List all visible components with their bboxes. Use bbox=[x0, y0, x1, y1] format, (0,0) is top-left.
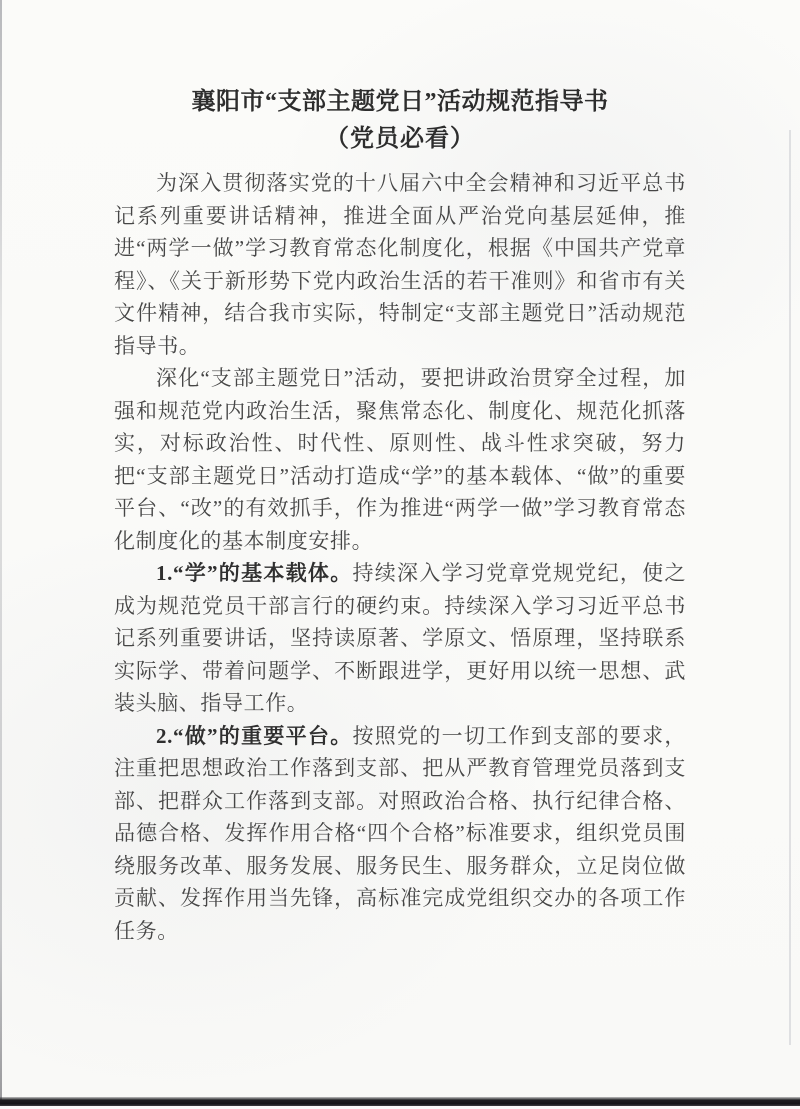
document-content bbox=[114, 84, 686, 947]
document-subtitle: （党员必看） bbox=[325, 126, 475, 152]
paragraph-item-1 bbox=[114, 557, 686, 720]
paragraph-item-1-text: 持续深入学习党章党规党纪，使之成为规范党员干部言行的硬约束。持续深入学习习近平总书记系列重要讲话，坚持读原著、学原文、悟原理，坚持联系实际学、带着问题学、不断跟进学，更好用以统一思想、武装头脑、指导工作。 bbox=[114, 561, 687, 715]
scan-edge-bottom bbox=[0, 1097, 800, 1106]
paragraph-overview bbox=[114, 362, 686, 557]
paragraph-item-2-lead: 2.“做”的重要平台。 bbox=[156, 723, 353, 748]
scan-edge-right bbox=[789, 130, 791, 1045]
document-body bbox=[114, 167, 686, 947]
paragraph-intro bbox=[114, 167, 686, 362]
paragraph-intro-text: 为深入贯彻落实党的十八届六中全会精神和习近平总书记系列重要讲话精神，推进全面从严治党向基层延伸，推进“两学一做”学习教育常态化制度化，根据《中国共产党章程》、《关于新形势下党内政治生活的若干准则》和省市有关文件精神，结合我市实际，特制定“支部主题党日”活动规范指导书。 bbox=[114, 171, 686, 358]
document-title: 襄阳市“支部主题党日”活动规范指导书 bbox=[191, 89, 609, 115]
paragraph-overview-text: 深化“支部主题党日”活动，要把讲政治贯穿全过程，加强和规范党内政治生活，聚焦常态化、制度化、规范化抓落实，对标政治性、时代性、原则性、战斗性求突破，努力把“支部主题党日”活动打造成“学”的基本载体、“做”的重要平台、“改”的有效抓手，作为推进“两学一做”学习教育常态化制度化的基本制度安排。 bbox=[114, 366, 686, 553]
paragraph-item-2 bbox=[114, 720, 686, 948]
scan-edge-left bbox=[0, 0, 2, 1100]
paragraph-item-1-lead: 1.“学”的基本载体。 bbox=[156, 561, 353, 585]
paragraph-item-2-text: 按照党的一切工作到支部的要求，注重把思想政治工作落到支部、把从严教育管理党员落到支部、把群众工作落到支部。对照政治合格、执行纪律合格、品德合格、发挥作用合格“四个合格”标准要求，组织党员围绕服务改革、服务发展、服务民生、服务群众，立足岗位做贡献、发挥作用当先锋，高标准完成党组织交办的各项工作任务。 bbox=[114, 723, 687, 943]
